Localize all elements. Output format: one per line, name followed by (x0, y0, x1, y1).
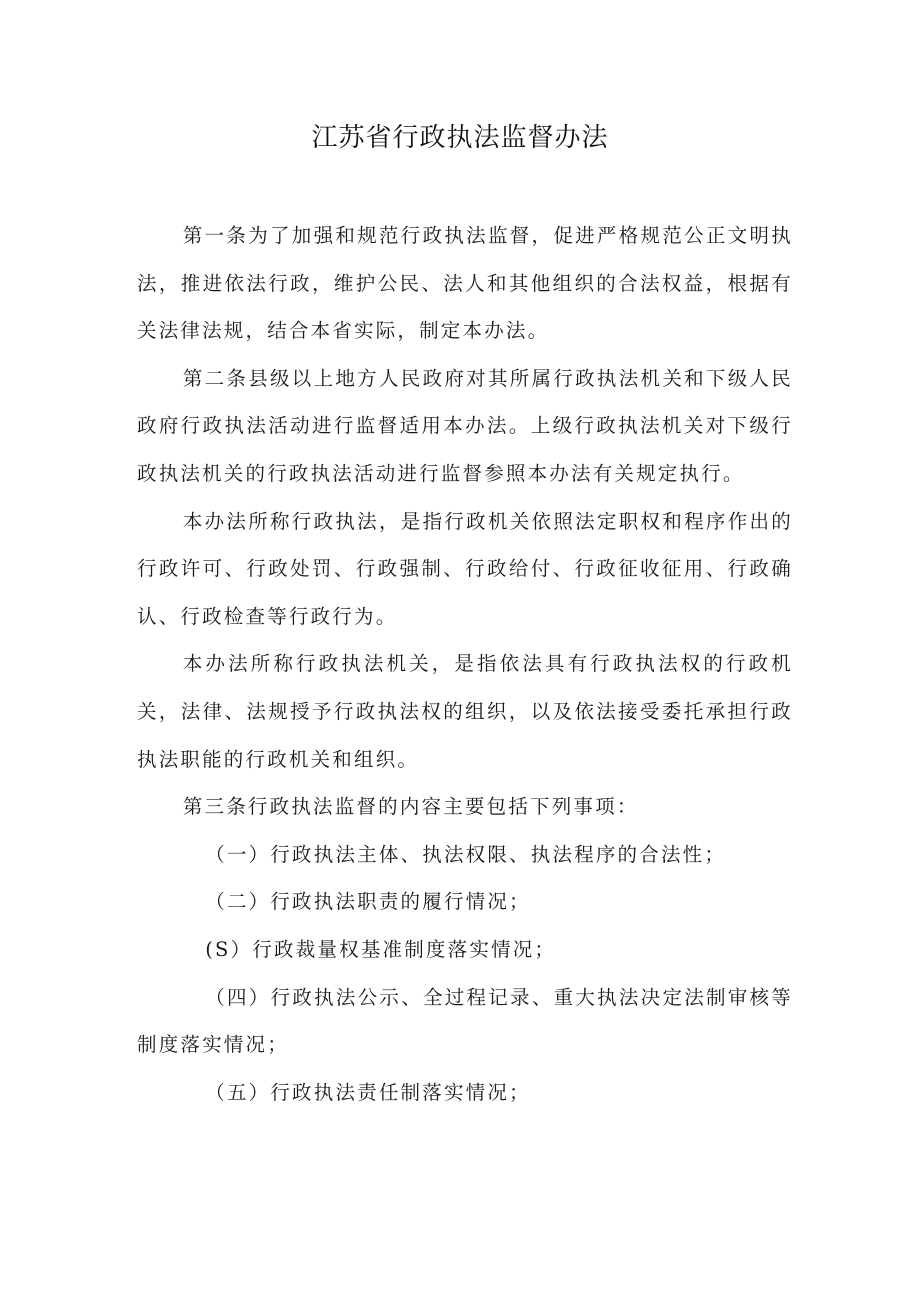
paragraph-article-2: 第二条县级以上地方人民政府对其所属行政执法机关和下级人民政府行政执法活动进行监督适用本办法。上级行政执法机关对下级行政执法机关的行政执法活动进行监督参照本办法有关规定执行。 (137, 366, 793, 485)
document-title: 江苏省行政执法监督办法 (311, 123, 609, 153)
list-item-3: (S）行政裁量权基准制度落实情况； (205, 937, 557, 961)
paragraph-definition-agency: 本办法所称行政执法机关，是指依法具有行政执法权的行政机关，法律、法规授予行政执法权的组织，以及依法接受委托承担行政执法职能的行政机关和组织。 (137, 652, 793, 771)
document-body (137, 212, 793, 1116)
list-item-4: （四）行政执法公示、全过程记录、重大执法决定法制审核等制度落实情况； (137, 985, 793, 1057)
paragraph-article-3: 第三条行政执法监督的内容主要包括下列事项： (182, 795, 639, 819)
list-item-2: （二）行政执法职责的履行情况； (205, 890, 531, 914)
list-item-1: （一）行政执法主体、执法权限、执法程序的合法性； (205, 842, 727, 866)
list-item-5: （五）行政执法责任制落实情况； (205, 1080, 531, 1104)
paragraph-definition-enforcement: 本办法所称行政执法，是指行政机关依照法定职权和程序作出的行政许可、行政处罚、行政强制、行政给付、行政征收征用、行政确认、行政检查等行政行为。 (137, 509, 793, 628)
paragraph-article-1: 第一条为了加强和规范行政执法监督，促进严格规范公正文明执法，推进依法行政，维护公民、法人和其他组织的合法权益，根据有关法律法规，结合本省实际，制定本办法。 (137, 224, 793, 343)
